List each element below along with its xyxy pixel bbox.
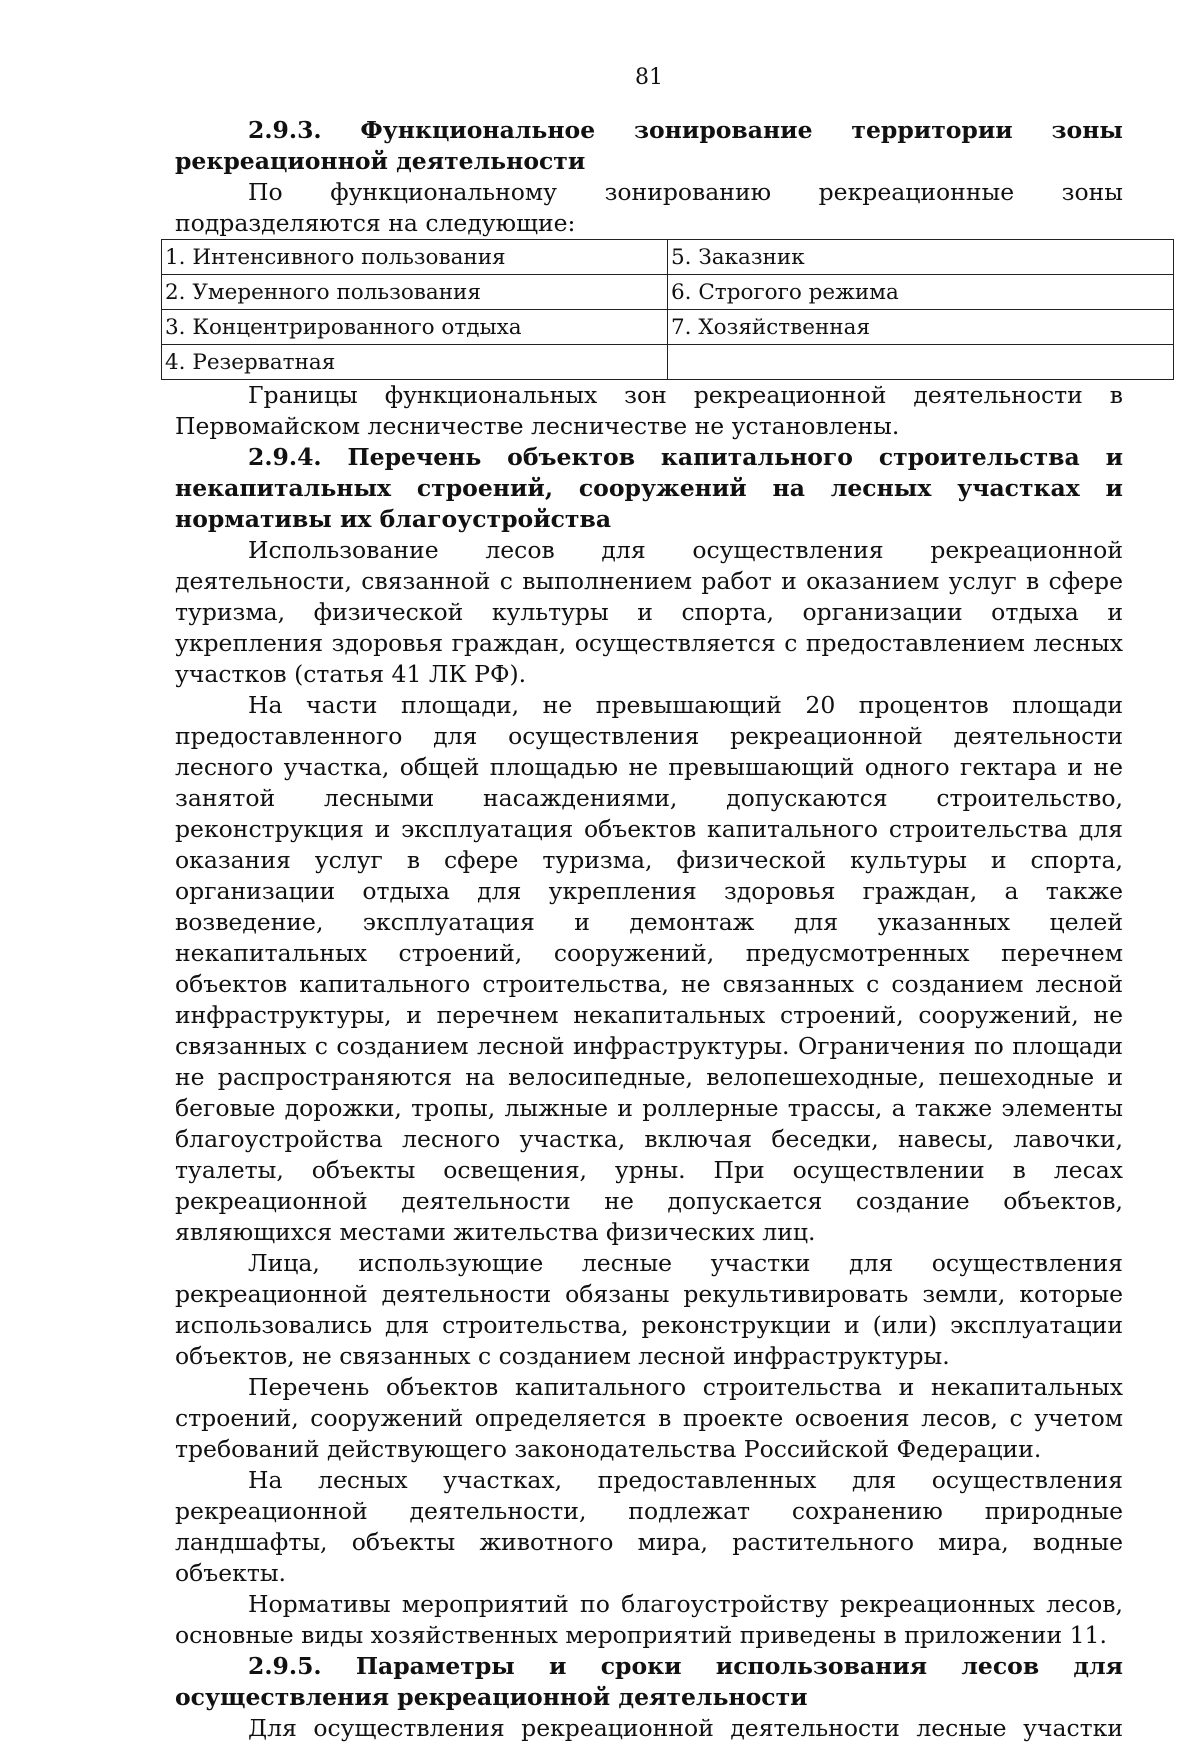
zone-cell: 5. Заказник — [668, 240, 1174, 275]
zone-cell: 6. Строгого режима — [668, 275, 1174, 310]
table-row — [162, 275, 1174, 310]
table-row — [162, 240, 1174, 275]
zone-cell — [668, 345, 1174, 380]
body-paragraph: Перечень объектов капитального строительства и некапитальных строений, сооружений определяется в проекте освоения лесов, с учетом требований действующего законодательства Российской Федерации. — [175, 1373, 1123, 1463]
zone-cell: 1. Интенсивного пользования — [162, 240, 668, 275]
section-intro: По функциональному зонированию рекреационные зоны подразделяются на следующие: — [175, 178, 1123, 237]
zone-cell: 7. Хозяйственная — [668, 310, 1174, 345]
section-heading-2-9-4: 2.9.4. Перечень объектов капитального строительства и некапитальных строений, сооружений на лесных участках и нормативы их благоустройства — [175, 443, 1123, 533]
body-paragraph: На части площади, не превышающий 20 процентов площади предоставленного для осуществления рекреационной деятельности лесного участка, общей площадью не превышающий одного гектара и не занятой лесными насаждениями, допускаются строительство, реконструкция и эксплуатация объектов капитального строительства для оказания услуг в сфере туризма, физической культуры и спорта, организации отдыха для укрепления здоровья граждан, а также возведение, эксплуатация и демонтаж для указанных целей некапитальных строений, сооружений, предусмотренных перечнем объектов капитального строительства, не связанных с созданием лесной инфраструктуры, и перечнем некапитальных строений, сооружений, не связанных с созданием лесной инфраструктуры. Ограничения по площади не распространяются на велосипедные, велопешеходные, пешеходные и беговые дорожки, тропы, лыжные и роллерные трассы, а также элементы благоустройства лесного участка, включая беседки, навесы, лавочки, туалеты, объекты освещения, урны. При осуществлении в лесах рекреационной деятельности не допускается создание объектов, являющихся местами жительства физических лиц. — [175, 691, 1123, 1246]
table-row — [162, 345, 1174, 380]
section-heading-2-9-5: 2.9.5. Параметры и сроки использования лесов для осуществления рекреационной деятельности — [175, 1652, 1123, 1711]
zone-cell: 3. Концентрированного отдыха — [162, 310, 668, 345]
zone-cell: 4. Резерватная — [162, 345, 668, 380]
body-paragraph: Лица, использующие лесные участки для осуществления рекреационной деятельности обязаны рекультивировать земли, которые использовались для строительства, реконструкции и (или) эксплуатации объектов, не связанных с созданием лесной инфраструктуры. — [175, 1249, 1123, 1370]
body-paragraph: На лесных участках, предоставленных для осуществления рекреационной деятельности, подлежат сохранению природные ландшафты, объекты животного мира, растительного мира, водные объекты. — [175, 1466, 1123, 1587]
page-number: 81 — [635, 65, 663, 90]
zones-note-paragraph: Границы функциональных зон рекреационной деятельности в Первомайском лесничестве лесничестве не установлены. — [175, 381, 1123, 440]
body-paragraph: Использование лесов для осуществления рекреационной деятельности, связанной с выполнением работ и оказанием услуг в сфере туризма, физической культуры и спорта, организации отдыха и укрепления здоровья граждан, осуществляется с предоставлением лесных участков (статья 41 ЛК РФ). — [175, 536, 1123, 688]
table-row — [162, 310, 1174, 345]
zone-cell: 2. Умеренного пользования — [162, 275, 668, 310]
zones-table — [161, 239, 1174, 380]
body-paragraph-continued: Для осуществления рекреационной деятельности лесные участки — [248, 1714, 1123, 1742]
page-content — [165, 62, 1123, 1744]
section-heading-2-9-3: 2.9.3. Функциональное зонирование территории зоны рекреационной деятельности — [175, 116, 1123, 175]
body-paragraph: Нормативы мероприятий по благоустройству рекреационных лесов, основные виды хозяйственных мероприятий приведены в приложении 11. — [175, 1590, 1123, 1649]
